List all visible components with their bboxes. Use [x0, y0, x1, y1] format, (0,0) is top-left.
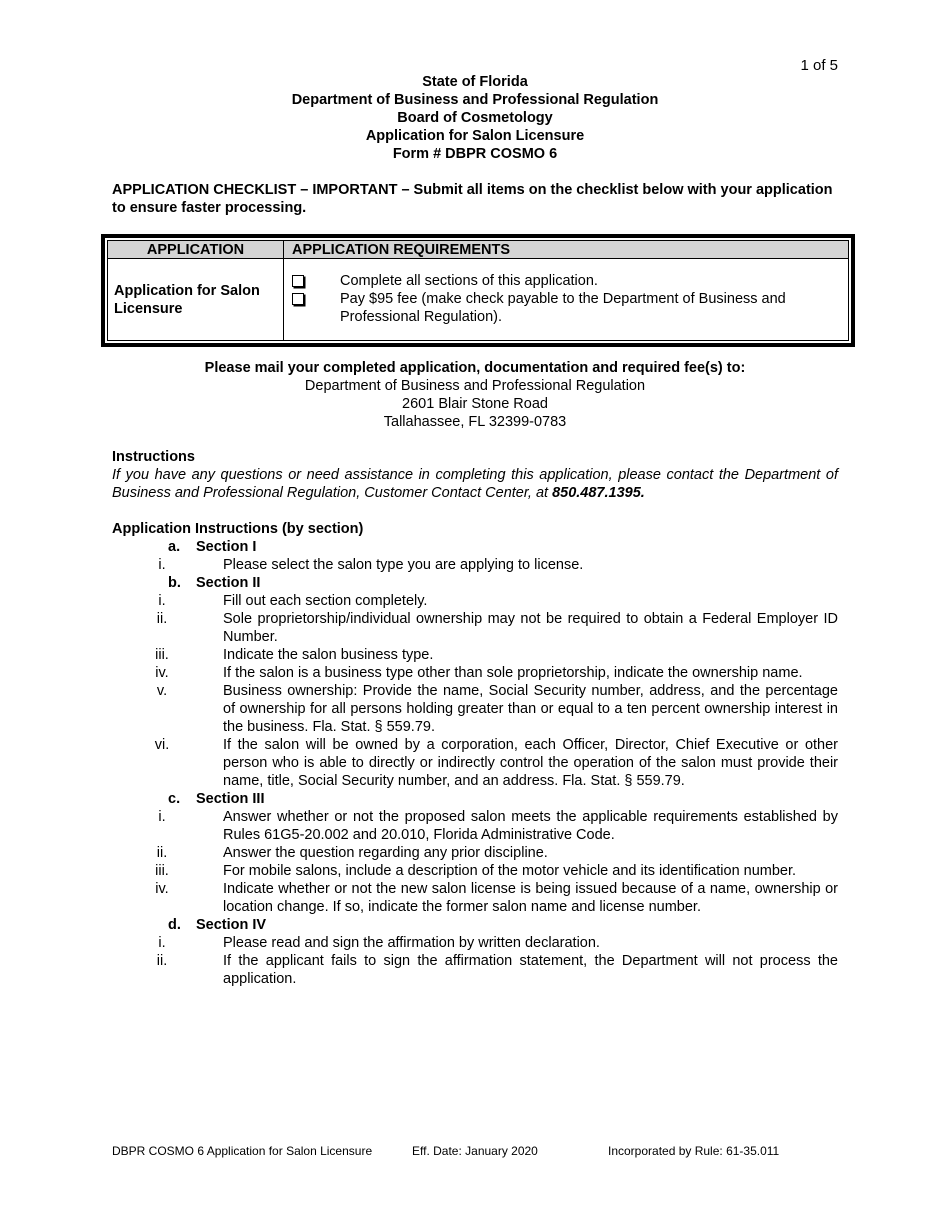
requirement-text: Pay $95 fee (make check payable to the Department of Business and Professional Regulation). [340, 290, 786, 325]
requirement-text: Complete all sections of this application. [340, 272, 598, 289]
list-item: ii. Answer the question regarding any prior discipline. [156, 845, 548, 861]
requirement-item [292, 290, 840, 326]
section-heading: a. Section I [168, 539, 257, 555]
mailing-address-block [0, 359, 950, 431]
header-application-title: Application for Salon Licensure [365, 128, 585, 144]
mail-department: Department of Business and Professional Regulation [304, 378, 646, 394]
footer-rule: Incorporated by Rule: 61-35.011 [608, 1144, 780, 1158]
mail-street: 2601 Blair Stone Road [402, 396, 548, 412]
list-item: iii. Indicate the salon business type. [155, 647, 434, 663]
checkbox-icon [292, 293, 304, 305]
list-item: iii. For mobile salons, include a description of the motor vehicle and its identification number. [155, 863, 797, 879]
section-instructions [112, 520, 838, 988]
instructions-body: If you have any questions or need assistance in completing this application, please contact the Department of Business and Professional Regulation, Customer Contact Center, at [112, 467, 838, 501]
header-form-number: Form # DBPR COSMO 6 [392, 146, 558, 162]
footer-form-name: DBPR COSMO 6 Application for Salon Licensure [112, 1144, 373, 1158]
checkbox-icon [292, 275, 304, 287]
list-item: i. Answer whether or not the proposed salon meets the applicable requirements established by Rules 61G5-20.002 and 20.010, Florida Administrative Code. [158, 809, 838, 843]
page-number: 1 of 5 [800, 57, 838, 74]
mail-city: Tallahassee, FL 32399-0783 [383, 414, 567, 430]
list-item: i. Please select the salon type you are applying to license. [158, 557, 584, 573]
instructions-heading: Instructions [112, 449, 195, 465]
header-department: Department of Business and Professional Regulation [291, 92, 659, 108]
table-header-requirements: APPLICATION REQUIREMENTS [284, 241, 849, 259]
section-heading: b. Section II [168, 575, 261, 591]
requirement-item [292, 272, 840, 290]
list-item: ii. If the applicant fails to sign the affirmation statement, the Department will not process the application. [156, 953, 838, 987]
section-instructions-heading: Application Instructions (by section) [112, 521, 364, 537]
list-item: iv. Indicate whether or not the new salon license is being issued because of a name, ownership or location change. If so, indicate the former salon name and license number. [155, 881, 838, 915]
header-board: Board of Cosmetology [397, 110, 553, 126]
list-item: v. Business ownership: Provide the name, Social Security number, address, and the percentage of ownership for all persons holding greater than or equal to a ten percent ownership interest in the business. Fla. Stat. § 559.79. [156, 683, 838, 735]
contact-phone: 850.487.1395. [552, 485, 645, 501]
list-item: i. Fill out each section completely. [158, 593, 428, 609]
document-header [0, 73, 950, 163]
requirements-cell [284, 259, 849, 341]
header-state: State of Florida [422, 74, 528, 90]
list-item: i. Please read and sign the affirmation by written declaration. [158, 935, 600, 951]
section-heading: d. Section IV [168, 917, 267, 933]
footer-effective-date: Eff. Date: January 2020 [412, 1144, 538, 1158]
requirements-table [101, 234, 855, 347]
application-name-cell: Application for Salon Licensure [108, 259, 284, 341]
checklist-note: APPLICATION CHECKLIST – IMPORTANT – Submit all items on the checklist below with your application to ensure faster processing. [112, 182, 833, 216]
mail-heading: Please mail your completed application, documentation and required fee(s) to: [204, 360, 746, 376]
section-heading: c. Section III [168, 791, 265, 807]
instructions-text [112, 466, 838, 502]
instructions-block [112, 448, 838, 502]
list-item: iv. If the salon is a business type other than sole proprietorship, indicate the ownership name. [155, 665, 803, 681]
table-header-application: APPLICATION [108, 241, 284, 259]
list-item: ii. Sole proprietorship/individual ownership may not be required to obtain a Federal Employer ID Number. [156, 611, 838, 645]
list-item: vi. If the salon will be owned by a corporation, each Officer, Director, Chief Executive or other person who is able to directly or indirectly control the operation of the salon must provide their name, title, Social Security number, and an address. Fla. Stat. § 559.79. [154, 737, 838, 789]
